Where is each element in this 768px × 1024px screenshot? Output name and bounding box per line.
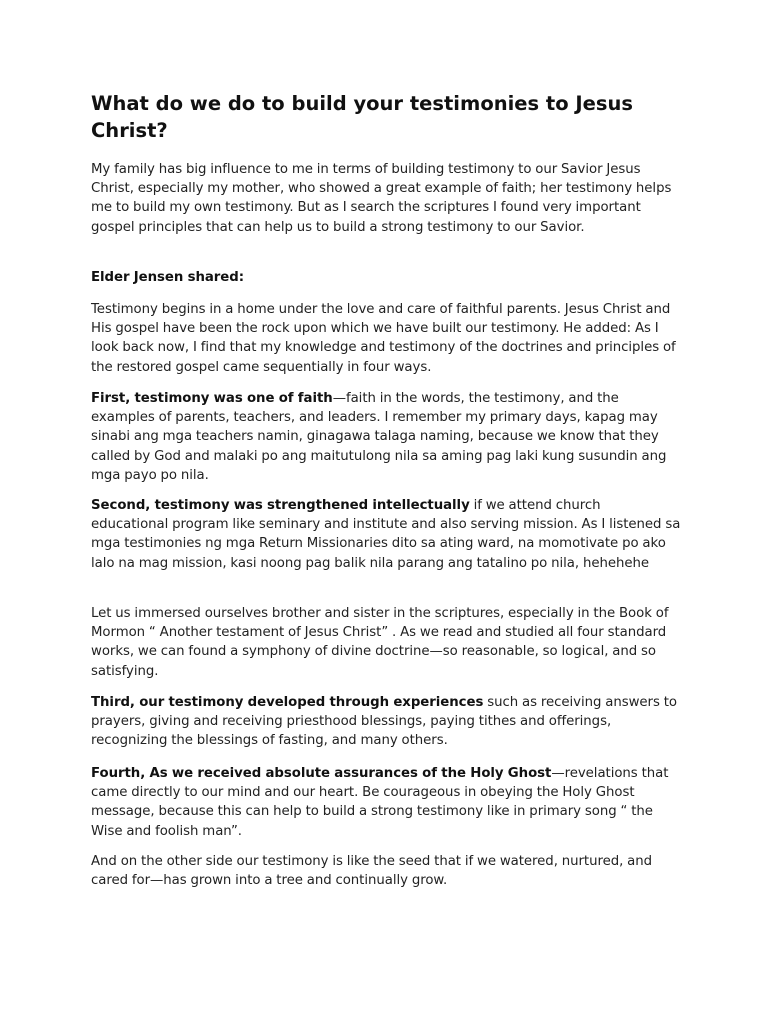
paragraph-text: if we attend church educational program like seminary and institute and also serving mission. As I listened sa mga testimonies ng mga Return Missionaries dito sa ating ward, na momotivate po ako lalo na mag mission, kasi noong pag balik nila parang ang tatalino po nila, hehehehe bbox=[91, 498, 681, 571]
paragraph-bold-lead: Fourth, As we received absolute assurances of the Holy Ghost bbox=[91, 766, 552, 781]
paragraph-fourth-holy-ghost bbox=[91, 764, 681, 841]
paragraph-text: —revelations that came directly to our mind and our heart. Be courageous in obeying the Holy Ghost message, because this can help to build a strong testimony like in primary song “ the Wise and foolish man”. bbox=[91, 766, 669, 839]
paragraph-third-experiences bbox=[91, 693, 681, 751]
document-title: What do we do to build your testimonies to Jesus Christ? bbox=[91, 92, 633, 142]
paragraph-family-influence bbox=[91, 160, 681, 237]
paragraph-seed bbox=[91, 852, 681, 890]
paragraph-text: such as receiving answers to prayers, giving and receiving priesthood blessings, paying tithes and offerings, recognizing the blessings of fasting, and many others. bbox=[91, 695, 677, 749]
paragraph-text: And on the other side our testimony is like the seed that if we watered, nurtured, and cared for—has grown into a tree and continually grow. bbox=[91, 854, 653, 889]
paragraph-text: My family has big influence to me in terms of building testimony to our Savior Jesus Christ, especially my mother, who showed a great example of faith; her testimony helps me to build my own testimony. But as I search the scriptures I found very important gospel principles that can help us to build a strong testimony to our Savior. bbox=[91, 162, 672, 235]
paragraph-text: Testimony begins in a home under the love and care of faithful parents. Jesus Christ and His gospel have been the rock upon which we have built our testimony. He added: As I look back now, I find that my knowledge and testimony of the doctrines and principles of the restored gospel came sequentially in four ways. bbox=[91, 302, 676, 375]
paragraph-testimony-begins bbox=[91, 300, 681, 377]
paragraph-text: Let us immersed ourselves brother and sister in the scriptures, especially in the Book of Mormon “ Another testament of Jesus Christ” . As we read and studied all four standard works, we can found a symphony of divine doctrine—so reasonable, so logical, and so satisfying. bbox=[91, 606, 669, 679]
paragraph-bold-lead: Second, testimony was strengthened intellectually bbox=[91, 498, 470, 513]
paragraph-first-faith bbox=[91, 389, 681, 485]
paragraph-bold-lead: Third, our testimony developed through experiences bbox=[91, 695, 484, 710]
document-page bbox=[91, 90, 691, 889]
paragraph-second-intellectual bbox=[91, 496, 681, 573]
paragraph-bold-lead: First, testimony was one of faith bbox=[91, 391, 333, 406]
paragraph-scriptures bbox=[91, 604, 681, 681]
paragraph-elder-jensen bbox=[91, 268, 244, 287]
paragraph-text: —faith in the words, the testimony, and the examples of parents, teachers, and leaders. I remember my primary days, kapag may sinabi ang mga teachers namin, ginagawa talaga naming, because we know that they called by God and malaki po ang maitutulong nila sa aming pag laki kung susundin ang mga payo po nila. bbox=[91, 391, 667, 483]
paragraph-heading: Elder Jensen shared: bbox=[91, 270, 244, 285]
